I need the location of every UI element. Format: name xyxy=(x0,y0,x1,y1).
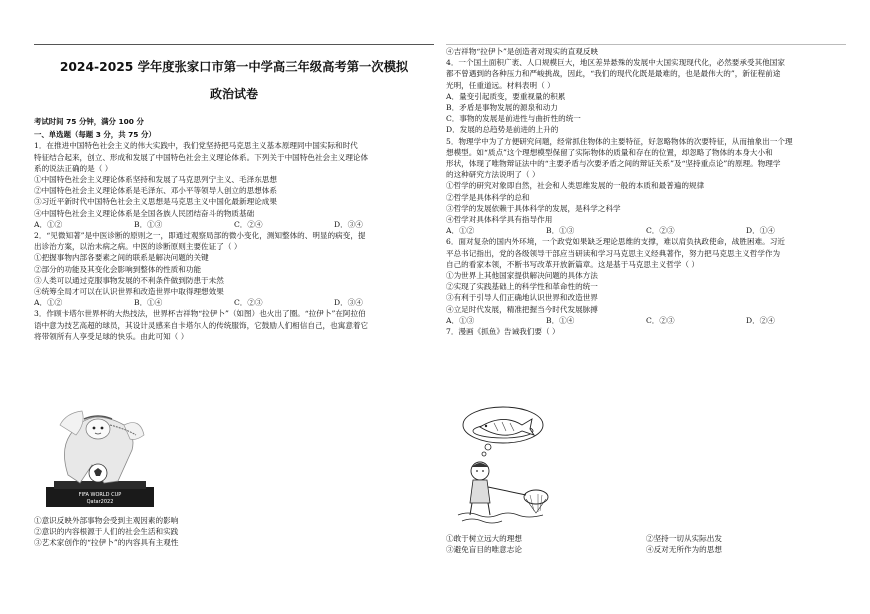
q3-stem-line: 将带领所有人享受足球的快乐。由此可知（ ） xyxy=(34,331,189,341)
q3-stem-line: 语中意为技艺高超的球员，其设计灵感来自卡塔尔人的传统服饰，它鼓励人们相信自己，也寓意着它 xyxy=(34,320,369,330)
exam-title: 2024-2025 学年度张家口市第一中学高三年级高考第一次模拟 xyxy=(59,60,409,74)
question-4 xyxy=(446,57,846,135)
q5-stem-line: 的这种研究方法说明了（ ） xyxy=(446,170,540,180)
q3-statement: ①意识反映外部事物会受到主观因素的影响 xyxy=(34,516,179,525)
mascot-caption-line2: Qatar2022 xyxy=(86,499,114,505)
q7-stem-line: 7．漫画《抓鱼》告诫我们要（ ） xyxy=(446,327,560,337)
choice-a: A．①③ xyxy=(446,315,475,325)
q4-stem-line: 光明，任重道远。材料表明（ ） xyxy=(446,80,555,90)
q4-choice: B．矛盾是事物发展的源泉和动力 xyxy=(446,103,558,113)
q7-statement: ③避免盲目的唯意志论 xyxy=(446,545,522,555)
q5-statement: ②哲学是具体科学的总和 xyxy=(446,192,530,202)
q6-statement: ①为世界上其他国家提供解决问题的具体方法 xyxy=(446,271,598,281)
choice-d: D．①④ xyxy=(746,226,775,236)
q6-stem-line: 6．面对复杂的国内外环境，一个政党如果缺乏理论思维的支撑，难以肩负执政使命，战胜困难。习近 xyxy=(446,237,785,247)
q6-statement: ②实现了实践基础上的科学性和革命性的统一 xyxy=(446,282,598,292)
choice-d: D．③④ xyxy=(334,219,363,229)
q2-choices xyxy=(34,297,434,308)
choice-b: B．①④ xyxy=(134,298,163,308)
choice-d: D．③④ xyxy=(334,298,363,308)
choice-a: A．①② xyxy=(446,226,475,236)
q5-stem-line: 5．物理学中为了方便研究问题，经常抓住物体的主要特征，好忽略物体的次要特征，从而抽象出一个理 xyxy=(446,136,793,146)
question-7 xyxy=(446,326,846,337)
question-3 xyxy=(34,308,434,342)
q1-statement: ①中国特色社会主义理论体系坚持和发展了马克思列宁主义、毛泽东思想 xyxy=(34,175,277,185)
q2-statement: ②部分的功能及其变化会影响到整体的性质和功能 xyxy=(34,264,202,274)
q2-stem-line: 出诊治方案，以治未病之病。中医的诊断原则主要佐证了（ ） xyxy=(34,242,242,252)
question-1 xyxy=(34,140,434,230)
right-column xyxy=(446,46,846,337)
choice-c: C．②③ xyxy=(646,226,675,236)
q5-statement: ①哲学的研究对象即自然，社会和人类思维发展的一般的本质和最普遍的规律 xyxy=(446,181,705,191)
q3-statements xyxy=(34,515,434,549)
q5-statement: ③哲学的发展依赖于具体科学的发展，是科学之科学 xyxy=(446,203,621,213)
question-5 xyxy=(446,136,846,237)
q7-statement-grid xyxy=(446,533,846,555)
q1-choices xyxy=(34,219,434,230)
q4-choice: C．事物的发展是前进性与曲折性的统一 xyxy=(446,114,581,124)
q4-choice: D．发展的总趋势是前进的上升的 xyxy=(446,125,559,135)
left-column xyxy=(34,44,434,342)
choice-b: B．①③ xyxy=(546,226,575,236)
choice-b: B．①④ xyxy=(546,315,575,325)
choice-c: C．②③ xyxy=(234,298,263,308)
question-6 xyxy=(446,236,846,326)
mascot-caption-line1: FIFA WORLD CUP xyxy=(78,492,122,498)
choice-b: B．①③ xyxy=(134,219,163,229)
q2-statement: ③人类可以通过克服事物发展的不利条件做到防患于未然 xyxy=(34,275,224,285)
q5-statement: ④哲学对具体科学具有指导作用 xyxy=(446,215,553,225)
q3-statement: ③艺术家创作的“拉伊卜”的内容具有主观性 xyxy=(34,538,179,548)
q1-stem-line: 1．在推进中国特色社会主义的伟大实践中，我们党坚持把马克思主义基本原理同中国实际和时代 xyxy=(34,141,358,151)
choice-a: A．①② xyxy=(34,219,63,229)
exam-meta: 考试时间 75 分钟，满分 100 分 xyxy=(34,117,144,126)
q4-stem-line: 都不曾遇到的各种压力和严峻挑战，因此，“我们的现代化既是最难的，也是最伟大的”，新征程前途 xyxy=(446,69,781,79)
q1-statement: ④中国特色社会主义理论体系是全国各族人民团结奋斗的物质基础 xyxy=(34,208,255,218)
q7-statements xyxy=(446,533,846,555)
q2-stem-line: 2．“见微知著”是中医诊断的原则之一，即通过观察局部的微小变化，测知整体的、明显的病变，提 xyxy=(34,231,366,241)
exam-subtitle: 政治试卷 xyxy=(209,87,258,101)
choice-a: A．①② xyxy=(34,298,63,308)
choice-c: C．②③ xyxy=(646,315,675,325)
laeeb-mascot-image xyxy=(40,395,160,510)
fishing-cartoon-image xyxy=(448,403,558,525)
q1-stem-line: 系的说法正确的是（ ） xyxy=(34,163,113,173)
q6-stem-line: 平总书记指出，党的各级领导干部应当研读和学习马克思主义经典著作，努力把马克思主义哲学作为 xyxy=(446,248,781,258)
q1-stem-line: 特征结合起来，创立、形成和发展了中国特色社会主义理论体系。下列关于中国特色社会主义理论体 xyxy=(34,152,369,162)
q1-statement: ②中国特色社会主义理论体系是毛泽东、邓小平等领导人创立的思想体系 xyxy=(34,186,277,196)
q2-statement: ④统筹全局才可以在认识世界和改造世界中取得理想效果 xyxy=(34,287,224,297)
q6-stem-line: 自己的看家本领，不断书写改革开放新篇章。这是基于马克思主义哲学（ ） xyxy=(446,259,700,269)
q4-choice: A．量变引起质变，要重视量的积累 xyxy=(446,91,566,101)
choice-c: C．②④ xyxy=(234,219,263,229)
q2-statement: ①把握事物内部各要素之间的联系是解决问题的关键 xyxy=(34,253,209,263)
q7-statement: ①敢于树立远大的理想 xyxy=(446,534,522,543)
q5-stem-line: 想模型。如“质点”这个理想模型保留了实际物体的质量和存在的位置，却忽略了物体的本身大小和 xyxy=(446,147,773,157)
question-2 xyxy=(34,230,434,308)
q5-stem-line: 形状，体现了唯物辩证法中的“主要矛盾与次要矛盾之间的辩证关系”及“坚持重点论”的原理。物理学 xyxy=(446,159,781,169)
q7-statement: ④反对无所作为的思想 xyxy=(646,545,722,555)
top-rule-right xyxy=(446,44,846,45)
q3-stem-line: 3．作顾卡塔尔世界杯的大热技法，世界杯吉祥物“拉伊卜”（如图）也火出了圈。“拉伊卜”在阿拉伯 xyxy=(34,309,366,319)
q1-statement: ③习近平新时代中国特色社会主义思想是马克思主义中国化最新理论成果 xyxy=(34,197,277,207)
q6-choices xyxy=(446,315,846,326)
q3-statement: ②意识的内容根源于人们的社会生活和实践 xyxy=(34,527,179,537)
q6-statement: ③有利于引导人们正确地认识世界和改造世界 xyxy=(446,293,598,303)
q7-statement: ②坚持一切从实际出发 xyxy=(646,534,722,543)
q4-stem-line: 4．一个国土面积广袤、人口规模巨大，地区差异悬殊的发展中大国实现现代化，必然要承受其他国家 xyxy=(446,58,785,68)
q5-choices xyxy=(446,225,846,236)
section-heading: 一、单选题（每题 3 分，共 75 分） xyxy=(34,130,156,140)
choice-d: D．②④ xyxy=(746,315,775,325)
q6-statement: ④立足时代发展，精准把握当今时代发展脉搏 xyxy=(446,304,598,314)
q3-statement: ④吉祥物“拉伊卜”是创造者对现实的直观反映 xyxy=(446,47,599,56)
